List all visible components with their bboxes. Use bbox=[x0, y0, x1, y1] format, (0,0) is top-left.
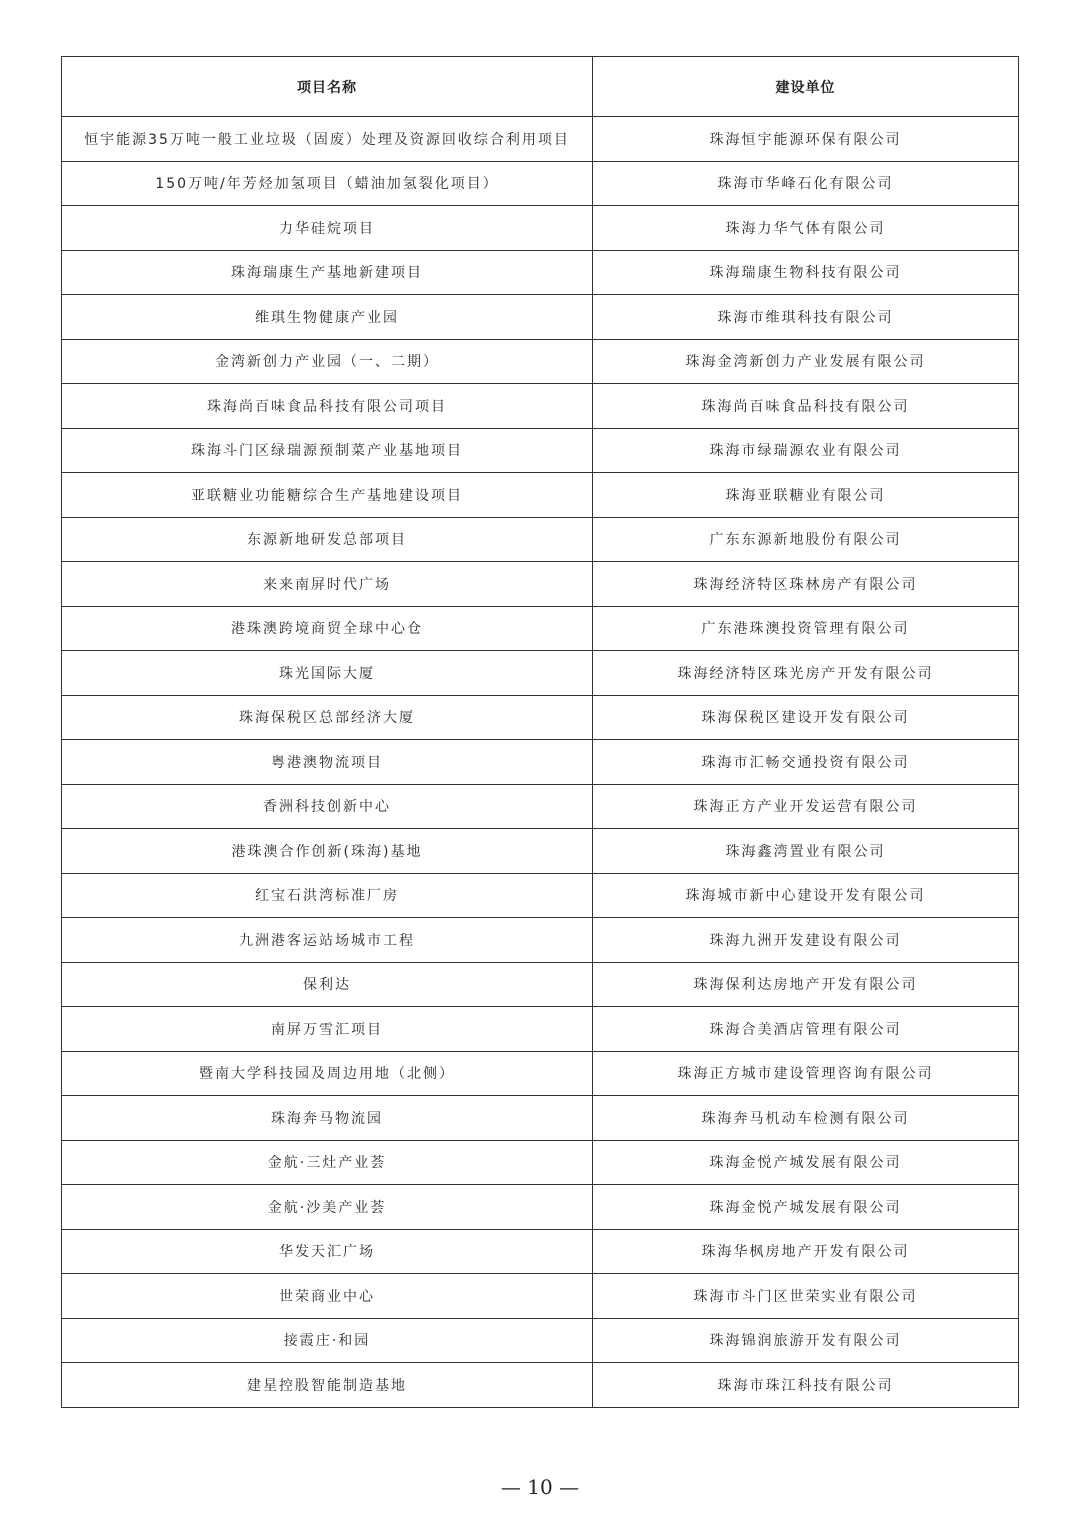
project-name-cell: 150万吨/年芳烃加氢项目（蜡油加氢裂化项目） bbox=[62, 161, 593, 206]
construction-unit-cell: 广东东源新地股份有限公司 bbox=[593, 517, 1019, 562]
project-name-cell: 来来南屏时代广场 bbox=[62, 562, 593, 607]
project-name-cell: 珠海保税区总部经济大厦 bbox=[62, 695, 593, 740]
table-header bbox=[62, 57, 1019, 117]
table-row bbox=[62, 1363, 1019, 1408]
table-row bbox=[62, 918, 1019, 963]
table-row bbox=[62, 562, 1019, 607]
table-row bbox=[62, 606, 1019, 651]
construction-unit-cell: 珠海锦润旅游开发有限公司 bbox=[593, 1318, 1019, 1363]
project-name-cell: 香洲科技创新中心 bbox=[62, 784, 593, 829]
project-name-cell: 恒宇能源35万吨一般工业垃圾（固废）处理及资源回收综合利用项目 bbox=[62, 117, 593, 162]
construction-unit-cell: 珠海市维琪科技有限公司 bbox=[593, 295, 1019, 340]
project-name-cell: 接霞庄·和园 bbox=[62, 1318, 593, 1363]
project-name-cell: 金航·沙美产业荟 bbox=[62, 1185, 593, 1230]
table-row bbox=[62, 1229, 1019, 1274]
project-name-cell: 珠海奔马物流园 bbox=[62, 1096, 593, 1141]
table-body bbox=[62, 117, 1019, 1408]
table-row bbox=[62, 295, 1019, 340]
header-project-name: 项目名称 bbox=[62, 57, 593, 117]
table-row bbox=[62, 829, 1019, 874]
project-name-cell: 金航·三灶产业荟 bbox=[62, 1140, 593, 1185]
construction-unit-cell: 珠海尚百味食品科技有限公司 bbox=[593, 384, 1019, 429]
construction-unit-cell: 珠海瑞康生物科技有限公司 bbox=[593, 250, 1019, 295]
construction-unit-cell: 珠海金湾新创力产业发展有限公司 bbox=[593, 339, 1019, 384]
construction-unit-cell: 珠海鑫湾置业有限公司 bbox=[593, 829, 1019, 874]
construction-unit-cell: 珠海保利达房地产开发有限公司 bbox=[593, 962, 1019, 1007]
project-table bbox=[61, 56, 1019, 1408]
table-row bbox=[62, 473, 1019, 518]
construction-unit-cell: 珠海九洲开发建设有限公司 bbox=[593, 918, 1019, 963]
project-name-cell: 港珠澳跨境商贸全球中心仓 bbox=[62, 606, 593, 651]
construction-unit-cell: 珠海市珠江科技有限公司 bbox=[593, 1363, 1019, 1408]
table-row bbox=[62, 206, 1019, 251]
construction-unit-cell: 珠海正方城市建设管理咨询有限公司 bbox=[593, 1051, 1019, 1096]
construction-unit-cell: 珠海奔马机动车检测有限公司 bbox=[593, 1096, 1019, 1141]
table-row bbox=[62, 695, 1019, 740]
construction-unit-cell: 珠海合美酒店管理有限公司 bbox=[593, 1007, 1019, 1052]
project-name-cell: 粤港澳物流项目 bbox=[62, 740, 593, 785]
table-row bbox=[62, 962, 1019, 1007]
project-name-cell: 珠海斗门区绿瑞源预制菜产业基地项目 bbox=[62, 428, 593, 473]
construction-unit-cell: 珠海亚联糖业有限公司 bbox=[593, 473, 1019, 518]
construction-unit-cell: 珠海力华气体有限公司 bbox=[593, 206, 1019, 251]
table-row bbox=[62, 428, 1019, 473]
project-name-cell: 港珠澳合作创新(珠海)基地 bbox=[62, 829, 593, 874]
construction-unit-cell: 珠海经济特区珠林房产有限公司 bbox=[593, 562, 1019, 607]
page-number: — 10 — bbox=[500, 1475, 580, 1499]
construction-unit-cell: 珠海恒宇能源环保有限公司 bbox=[593, 117, 1019, 162]
table-row bbox=[62, 517, 1019, 562]
construction-unit-cell: 珠海华枫房地产开发有限公司 bbox=[593, 1229, 1019, 1274]
construction-unit-cell: 珠海金悦产城发展有限公司 bbox=[593, 1185, 1019, 1230]
table-row bbox=[62, 1007, 1019, 1052]
table-row bbox=[62, 740, 1019, 785]
project-name-cell: 亚联糖业功能糖综合生产基地建设项目 bbox=[62, 473, 593, 518]
project-name-cell: 九洲港客运站场城市工程 bbox=[62, 918, 593, 963]
construction-unit-cell: 珠海市华峰石化有限公司 bbox=[593, 161, 1019, 206]
table-row bbox=[62, 784, 1019, 829]
construction-unit-cell: 珠海市绿瑞源农业有限公司 bbox=[593, 428, 1019, 473]
table-row bbox=[62, 651, 1019, 696]
project-name-cell: 南屏万雪汇项目 bbox=[62, 1007, 593, 1052]
project-name-cell: 华发天汇广场 bbox=[62, 1229, 593, 1274]
project-name-cell: 保利达 bbox=[62, 962, 593, 1007]
construction-unit-cell: 广东港珠澳投资管理有限公司 bbox=[593, 606, 1019, 651]
table-row bbox=[62, 161, 1019, 206]
table-row bbox=[62, 1096, 1019, 1141]
project-name-cell: 珠光国际大厦 bbox=[62, 651, 593, 696]
construction-unit-cell: 珠海市汇畅交通投资有限公司 bbox=[593, 740, 1019, 785]
table-row bbox=[62, 117, 1019, 162]
project-name-cell: 珠海尚百味食品科技有限公司项目 bbox=[62, 384, 593, 429]
header-construction-unit: 建设单位 bbox=[593, 57, 1019, 117]
construction-unit-cell: 珠海经济特区珠光房产开发有限公司 bbox=[593, 651, 1019, 696]
construction-unit-cell: 珠海正方产业开发运营有限公司 bbox=[593, 784, 1019, 829]
project-name-cell: 金湾新创力产业园（一、二期） bbox=[62, 339, 593, 384]
table-row bbox=[62, 1274, 1019, 1319]
project-name-cell: 暨南大学科技园及周边用地（北侧） bbox=[62, 1051, 593, 1096]
project-name-cell: 维琪生物健康产业园 bbox=[62, 295, 593, 340]
table-row bbox=[62, 1185, 1019, 1230]
project-name-cell: 力华硅烷项目 bbox=[62, 206, 593, 251]
table-row bbox=[62, 250, 1019, 295]
project-name-cell: 世荣商业中心 bbox=[62, 1274, 593, 1319]
construction-unit-cell: 珠海保税区建设开发有限公司 bbox=[593, 695, 1019, 740]
table-row bbox=[62, 1140, 1019, 1185]
project-name-cell: 建星控股智能制造基地 bbox=[62, 1363, 593, 1408]
construction-unit-cell: 珠海城市新中心建设开发有限公司 bbox=[593, 873, 1019, 918]
table-row bbox=[62, 384, 1019, 429]
table-row bbox=[62, 873, 1019, 918]
table-row bbox=[62, 1051, 1019, 1096]
table-row bbox=[62, 339, 1019, 384]
header-row bbox=[62, 57, 1019, 117]
construction-unit-cell: 珠海金悦产城发展有限公司 bbox=[593, 1140, 1019, 1185]
project-name-cell: 红宝石洪湾标准厂房 bbox=[62, 873, 593, 918]
project-name-cell: 东源新地研发总部项目 bbox=[62, 517, 593, 562]
table-row bbox=[62, 1318, 1019, 1363]
construction-unit-cell: 珠海市斗门区世荣实业有限公司 bbox=[593, 1274, 1019, 1319]
project-name-cell: 珠海瑞康生产基地新建项目 bbox=[62, 250, 593, 295]
